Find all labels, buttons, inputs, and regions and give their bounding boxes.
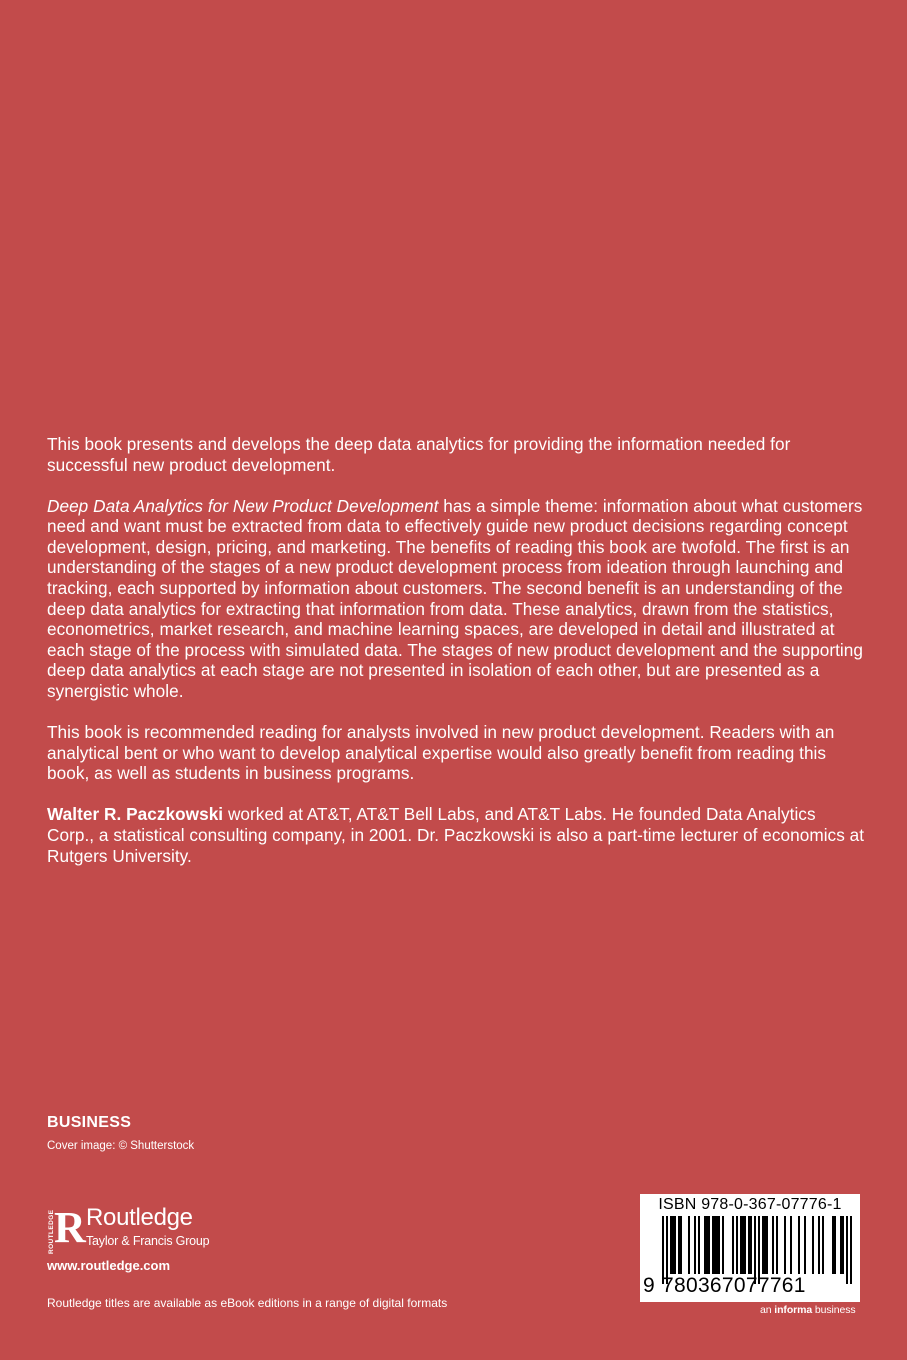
theme-text: has a simple theme: information about what customers need and want must be extracted from data to effectively guide new product decisions regarding concept development, design, pricing, and marketing. The benefits of reading this book are twofold. The first is an understanding of the stages of a new product development process from ideation through launching and tracking, each supported by information about customers. The second benefit is an understanding of the deep data analytics for extracting that information from data. These analytics, drawn from the statistics, econometrics, market research, and machine learning spaces, are developed in detail and illustrated at each stage of the process with simulated data. The stages of new product development and the supporting deep data analytics at each stage are not presented in isolation of each other, but are presented as a synergistic whole.: [47, 495, 864, 702]
book-title: Deep Data Analytics for New Product Development: [47, 495, 439, 516]
barcode-bar: [750, 1216, 752, 1274]
barcode-bar: [818, 1216, 820, 1274]
barcode-bar: [812, 1216, 814, 1274]
publisher-name: Routledge: [86, 1204, 193, 1231]
barcode-bar: [742, 1216, 744, 1274]
barcode-bar: [678, 1216, 680, 1274]
publisher-logo: [44, 1204, 244, 1256]
logo-vertical-text: ROUTLEDGE: [48, 1209, 55, 1254]
barcode-bar: [744, 1216, 746, 1274]
barcode-bar: [708, 1216, 710, 1274]
barcode-bar: [740, 1216, 742, 1274]
barcode-guard-bar: [850, 1216, 852, 1284]
back-cover-blurb: [47, 434, 865, 887]
author-name: Walter R. Paczkowski: [47, 804, 224, 825]
barcode-guard-bar: [846, 1216, 848, 1284]
barcode-bar: [776, 1216, 778, 1274]
barcode-bar: [840, 1216, 842, 1274]
barcode-bar: [764, 1216, 766, 1274]
author-bio: worked at AT&T, AT&T Bell Labs, and AT&T Labs. He founded Data Analytics Corp., a statistical consulting company, in 2001. Dr. Paczkowski is also a part-time lecturer of economics at Rutgers University.: [47, 804, 865, 866]
barcode-bar: [688, 1216, 690, 1274]
informa-tagline: [760, 1304, 856, 1316]
barcode-bar: [736, 1216, 738, 1274]
barcode-bar: [672, 1216, 674, 1274]
barcode-bar: [712, 1216, 714, 1274]
theme-paragraph: [47, 496, 865, 702]
barcode-bar: [784, 1216, 786, 1274]
isbn-label: ISBN 978-0-367-07776-1: [658, 1196, 842, 1213]
subject-category: BUSINESS: [47, 1114, 132, 1131]
ebook-note: Routledge titles are available as eBook editions in a range of digital formats: [47, 1296, 448, 1310]
recommendation-paragraph: This book is recommended reading for analysts involved in new product development. Readers with an analytical bent or who want to develop analytical expertise would also greatly benefit from reading this book, as well as students in business programs.: [47, 722, 835, 784]
barcode-digits: 780367077761: [662, 1274, 806, 1297]
barcode-bar: [670, 1216, 672, 1274]
barcode-bar: [804, 1216, 806, 1274]
publisher-website: www.routledge.com: [47, 1258, 171, 1273]
barcode-bar: [722, 1216, 724, 1274]
logo-letter: R: [54, 1203, 86, 1252]
barcode-first-digit: 9: [643, 1274, 655, 1297]
routledge-logo-icon: [44, 1203, 86, 1254]
barcode-bar: [714, 1216, 716, 1274]
informa-suffix: business: [812, 1304, 856, 1316]
barcode-bar: [706, 1216, 708, 1274]
barcode-bar: [748, 1216, 750, 1274]
barcode-bar: [694, 1216, 696, 1274]
publisher-group: Taylor & Francis Group: [86, 1234, 210, 1248]
barcode-bar: [674, 1216, 676, 1274]
cover-image-credit: Cover image: © Shutterstock: [47, 1140, 195, 1152]
barcode-bar: [732, 1216, 734, 1274]
informa-brand: informa: [774, 1304, 813, 1316]
barcode-bar: [772, 1216, 774, 1274]
barcode-bar: [716, 1216, 718, 1274]
barcode-bar: [832, 1216, 834, 1274]
isbn-barcode: [640, 1194, 860, 1302]
barcode-bar: [704, 1216, 706, 1274]
barcode-bar: [790, 1216, 792, 1274]
barcode-bar: [834, 1216, 836, 1274]
informa-prefix: an: [760, 1304, 775, 1316]
barcode-bar: [680, 1216, 682, 1274]
intro-paragraph: This book presents and develops the deep data analytics for providing the information needed for successful new product development.: [47, 434, 791, 475]
barcode-bar: [766, 1216, 768, 1274]
barcode-bar: [762, 1216, 764, 1274]
barcode-bar: [842, 1216, 844, 1274]
barcode-bar: [718, 1216, 720, 1274]
barcode-bar: [798, 1216, 800, 1274]
barcode-bar: [822, 1216, 824, 1274]
author-paragraph: [47, 804, 865, 866]
barcode-bar: [698, 1216, 700, 1274]
